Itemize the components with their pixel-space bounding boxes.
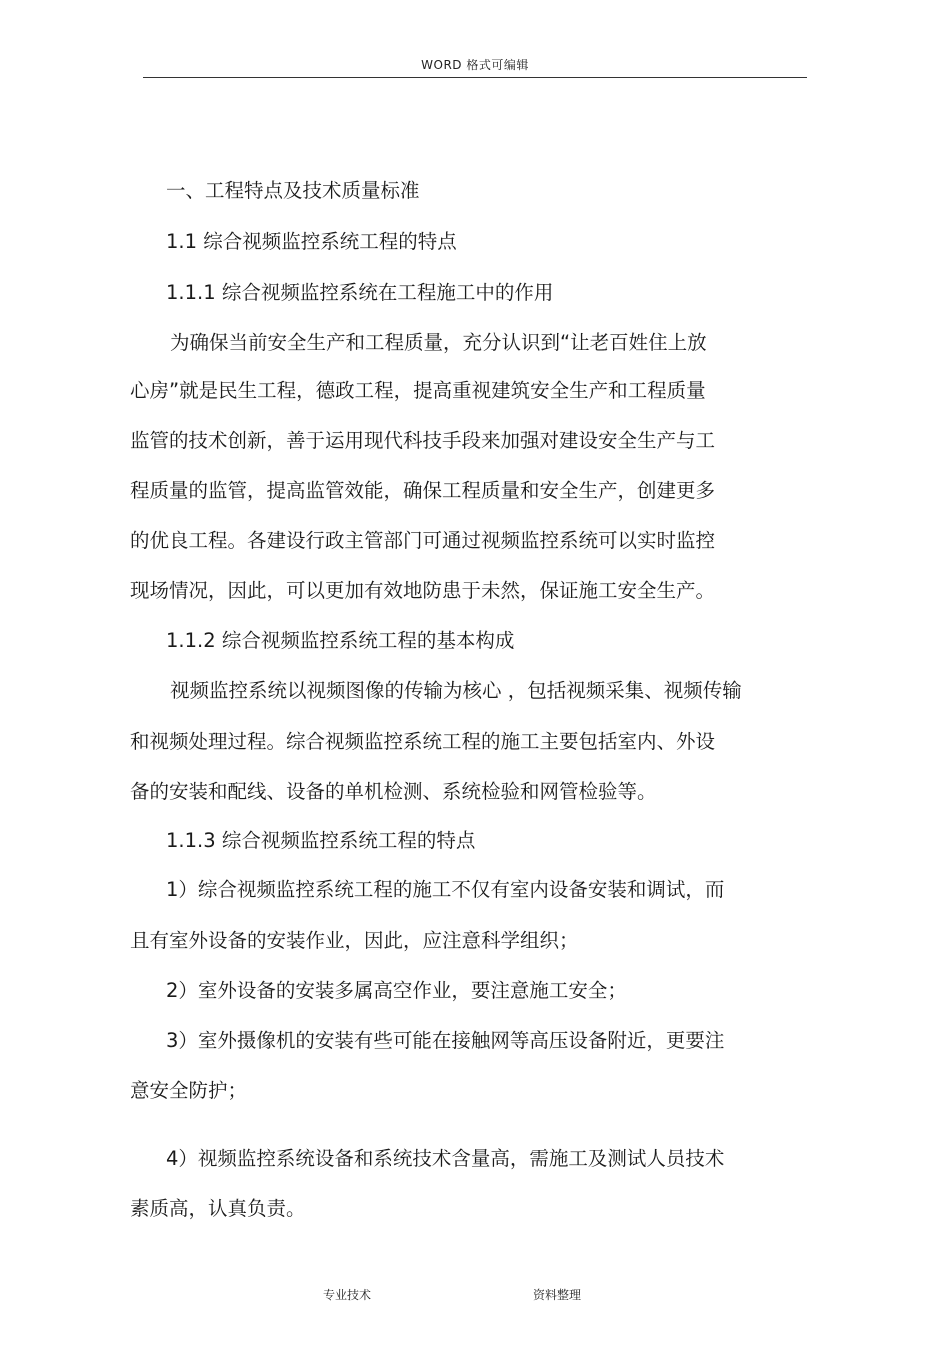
paragraph-line: 的优良工程。各建设行政主管部门可通过视频监控系统可以实时监控 — [130, 529, 716, 552]
list-item-line: 且有室外设备的安装作业，因此，应注意科学组织； — [130, 929, 579, 952]
subsection-heading-1-1: 1.1 综合视频监控系统工程的特点 — [166, 230, 457, 253]
subsubsection-heading-1-1-1: 1.1.1 综合视频监控系统在工程施工中的作用 — [166, 281, 554, 304]
paragraph-line: 为确保当前安全生产和工程质量，充分认识到“让老百姓住上放 — [170, 331, 707, 354]
list-item-line: 2）室外设备的安装多属高空作业，要注意施工安全； — [166, 979, 627, 1002]
paragraph-line: 视频监控系统以视频图像的传输为核心 ，包括视频采集、视频传输 — [170, 679, 742, 702]
subsubsection-heading-1-1-3: 1.1.3 综合视频监控系统工程的特点 — [166, 829, 476, 852]
list-item-line: 素质高，认真负责。 — [130, 1197, 306, 1220]
list-item-line: 意安全防护； — [130, 1079, 248, 1102]
page-header: WORD 格式可编辑 — [421, 58, 529, 72]
section-heading-1: 一、工程特点及技术质量标准 — [166, 179, 420, 202]
paragraph-line: 程质量的监管，提高监管效能，确保工程质量和安全生产，创建更多 — [130, 479, 716, 502]
paragraph-line: 现场情况，因此，可以更加有效地防患于未然，保证施工安全生产。 — [130, 579, 716, 602]
paragraph-line: 心房”就是民生工程，德政工程，提高重视建筑安全生产和工程质量 — [130, 379, 706, 402]
paragraph-line: 备的安装和配线、设备的单机检测、系统检验和网管检验等。 — [130, 780, 657, 803]
subsubsection-heading-1-1-2: 1.1.2 综合视频监控系统工程的基本构成 — [166, 629, 515, 652]
list-item-line: 3）室外摄像机的安装有些可能在接触网等高压设备附近，更要注 — [166, 1029, 725, 1052]
paragraph-line: 监管的技术创新，善于运用现代科技手段来加强对建设安全生产与工 — [130, 429, 716, 452]
footer-left-text: 专业技术 — [323, 1288, 372, 1302]
list-item-line: 1）综合视频监控系统工程的施工不仅有室内设备安装和调试，而 — [166, 878, 725, 901]
footer-right-text: 资料整理 — [533, 1288, 582, 1302]
list-item-line: 4）视频监控系统设备和系统技术含量高，需施工及测试人员技术 — [166, 1147, 725, 1170]
paragraph-line: 和视频处理过程。综合视频监控系统工程的施工主要包括室内、外设 — [130, 730, 716, 753]
header-rule — [143, 77, 807, 78]
